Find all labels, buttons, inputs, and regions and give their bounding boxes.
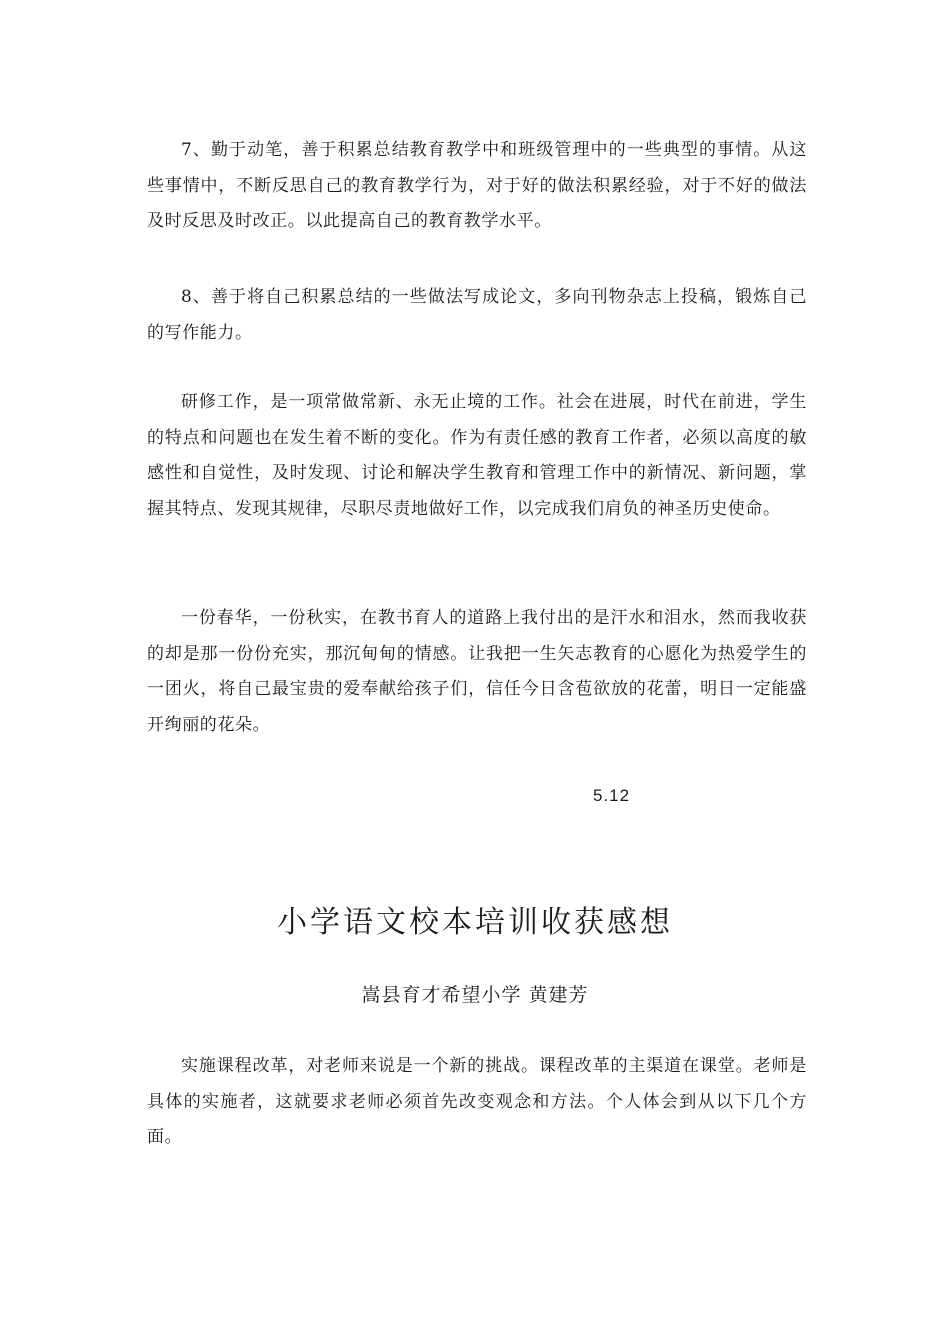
paragraph-closing: 一份春华，一份秋实，在教书育人的道路上我付出的是汗水和泪水，然而我收获的却是那一份份充实，那沉甸甸的情感。让我把一生矢志教育的心愿化为热爱学生的一团火，将自己最宝贵的爱奉献给孩子们，信任今日含苞欲放的花蕾，明日一定能盛开绚丽的花朵。 xyxy=(147,608,807,735)
date-stamp: 5.12 xyxy=(593,786,631,805)
paragraph-research-work: 研修工作，是一项常做常新、永无止境的工作。社会在进展，时代在前进，学生的特点和问题也在发生着不断的变化。作为有责任感的教育工作者，必须以高度的敏感性和自觉性，及时发现、讨论和解决学生教育和管理工作中的新情况、新问题，掌握其特点、发现其规律，尽职尽责地做好工作，以完成我们肩负的神圣历史使命。 xyxy=(147,392,807,519)
article-title: 小学语文校本培训收获感想 xyxy=(277,905,673,940)
paragraph-intro: 实施课程改革，对老师来说是一个新的挑战。课程改革的主渠道在课堂。老师是具体的实施者，这就要求老师必须首先改变观念和方法。个人体会到从以下几个方面。 xyxy=(147,1056,807,1147)
paragraph-item-7: 7、勤于动笔，善于积累总结教育教学中和班级管理中的一些典型的事情。从这些事情中，不断反思自己的教育教学行为，对于好的做法积累经验，对于不好的做法及时反思及时改正。以此提高自己的教育教学水平。 xyxy=(147,140,807,231)
author-line: 嵩县育才希望小学 黄建芳 xyxy=(361,984,589,1006)
paragraph-item-8: 8、善于将自己积累总结的一些做法写成论文，多向刊物杂志上投稿，锻炼自己的写作能力。 xyxy=(147,287,807,343)
